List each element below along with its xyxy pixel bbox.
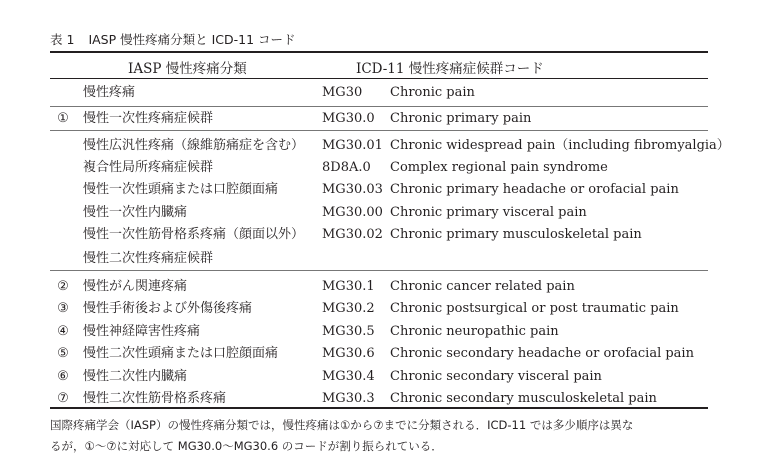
row-number: ⑥	[57, 369, 69, 384]
row-code: MG30.00	[322, 205, 383, 220]
header-iasp: IASP 慢性疼痛分類	[128, 61, 247, 77]
header-rule	[50, 78, 708, 79]
table-row	[50, 202, 708, 224]
top-rule	[50, 51, 708, 53]
table-row	[50, 388, 708, 410]
row-ja-label: 慢性疼痛	[83, 85, 136, 100]
table-row	[50, 82, 708, 104]
table-row	[50, 276, 708, 298]
row-code: MG30.1	[322, 279, 375, 294]
row-ja-label: 慢性広汎性疼痛（線維筋痛症を含む）	[83, 138, 305, 153]
divider-3	[50, 270, 708, 271]
row-number: ⑤	[57, 346, 69, 361]
row-ja-label: 慢性一次性筋骨格系疼痛（顔面以外）	[83, 227, 305, 242]
row-code: MG30.6	[322, 346, 375, 361]
row-ja-label: 慢性二次性疼痛症候群	[83, 251, 214, 266]
row-code: MG30.4	[322, 369, 375, 384]
row-code: MG30.01	[322, 138, 383, 153]
row-number: ②	[57, 279, 69, 294]
table-row	[50, 179, 708, 201]
table-row	[50, 224, 708, 246]
row-en-label: Chronic primary pain	[390, 111, 532, 126]
row-code: MG30.02	[322, 227, 383, 242]
header-icd: ICD-11 慢性疼痛症候群コード	[356, 61, 544, 77]
table-footnote	[50, 415, 710, 457]
row-ja-label: 慢性二次性頭痛または口腔顔面痛	[83, 346, 279, 361]
row-ja-label: 慢性二次性筋骨格系疼痛	[83, 391, 227, 406]
row-en-label: Chronic primary musculoskeletal pain	[390, 227, 642, 242]
row-code: MG30	[322, 85, 363, 100]
row-ja-label: 慢性がん関連疼痛	[83, 279, 188, 294]
row-en-label: Chronic cancer related pain	[390, 279, 575, 294]
divider-2	[50, 130, 708, 131]
table-row	[50, 343, 708, 365]
row-en-label: Chronic secondary headache or orofacial pain	[390, 346, 694, 361]
row-en-label: Chronic postsurgical or post traumatic pain	[390, 301, 679, 316]
row-code: 8D8A.0	[322, 160, 371, 175]
row-code: MG30.03	[322, 182, 383, 197]
row-ja-label: 慢性一次性頭痛または口腔顔面痛	[83, 182, 279, 197]
footnote-line-2: るが，①〜⑦に対応して MG30.0〜MG30.6 のコードが割り振られている．	[50, 439, 443, 453]
row-en-label: Chronic secondary musculoskeletal pain	[390, 391, 657, 406]
row-number: ④	[57, 324, 69, 339]
row-ja-label: 慢性二次性内臓痛	[83, 369, 188, 384]
table-row	[50, 157, 708, 179]
row-code: MG30.0	[322, 111, 375, 126]
footnote-line-1: 国際疼痛学会（IASP）の慢性疼痛分類では，慢性疼痛は①から⑦までに分類される．ICD-11 では多少順序は異な	[50, 418, 634, 432]
row-ja-label: 慢性一次性疼痛症候群	[83, 111, 214, 126]
row-code: MG30.3	[322, 391, 375, 406]
table-row	[50, 108, 708, 130]
row-number: ①	[57, 111, 69, 126]
table-caption	[50, 30, 296, 48]
table-row	[50, 248, 708, 270]
row-en-label: Chronic secondary visceral pain	[390, 369, 602, 384]
row-number: ③	[57, 301, 69, 316]
row-en-label: Chronic neuropathic pain	[390, 324, 559, 339]
row-ja-label: 慢性神経障害性疼痛	[83, 324, 201, 339]
row-number: ⑦	[57, 391, 69, 406]
row-en-label: Chronic widespread pain（including fibromyalgia）	[390, 138, 730, 153]
table-row	[50, 366, 708, 388]
table-title: IASP 慢性疼痛分類と ICD-11 コード	[88, 32, 296, 47]
row-ja-label: 慢性一次性内臓痛	[83, 205, 188, 220]
row-en-label: Complex regional pain syndrome	[390, 160, 608, 175]
row-en-label: Chronic pain	[390, 85, 475, 100]
table-row	[50, 135, 730, 157]
row-ja-label: 複合性局所疼痛症候群	[83, 160, 214, 175]
row-en-label: Chronic primary visceral pain	[390, 205, 587, 220]
divider-1	[50, 106, 708, 107]
table-number: 表 1	[50, 32, 75, 47]
row-code: MG30.2	[322, 301, 375, 316]
table-row	[50, 321, 708, 343]
row-code: MG30.5	[322, 324, 375, 339]
table-row	[50, 298, 708, 320]
row-ja-label: 慢性手術後および外傷後疼痛	[83, 301, 253, 316]
row-en-label: Chronic primary headache or orofacial pain	[390, 182, 679, 197]
